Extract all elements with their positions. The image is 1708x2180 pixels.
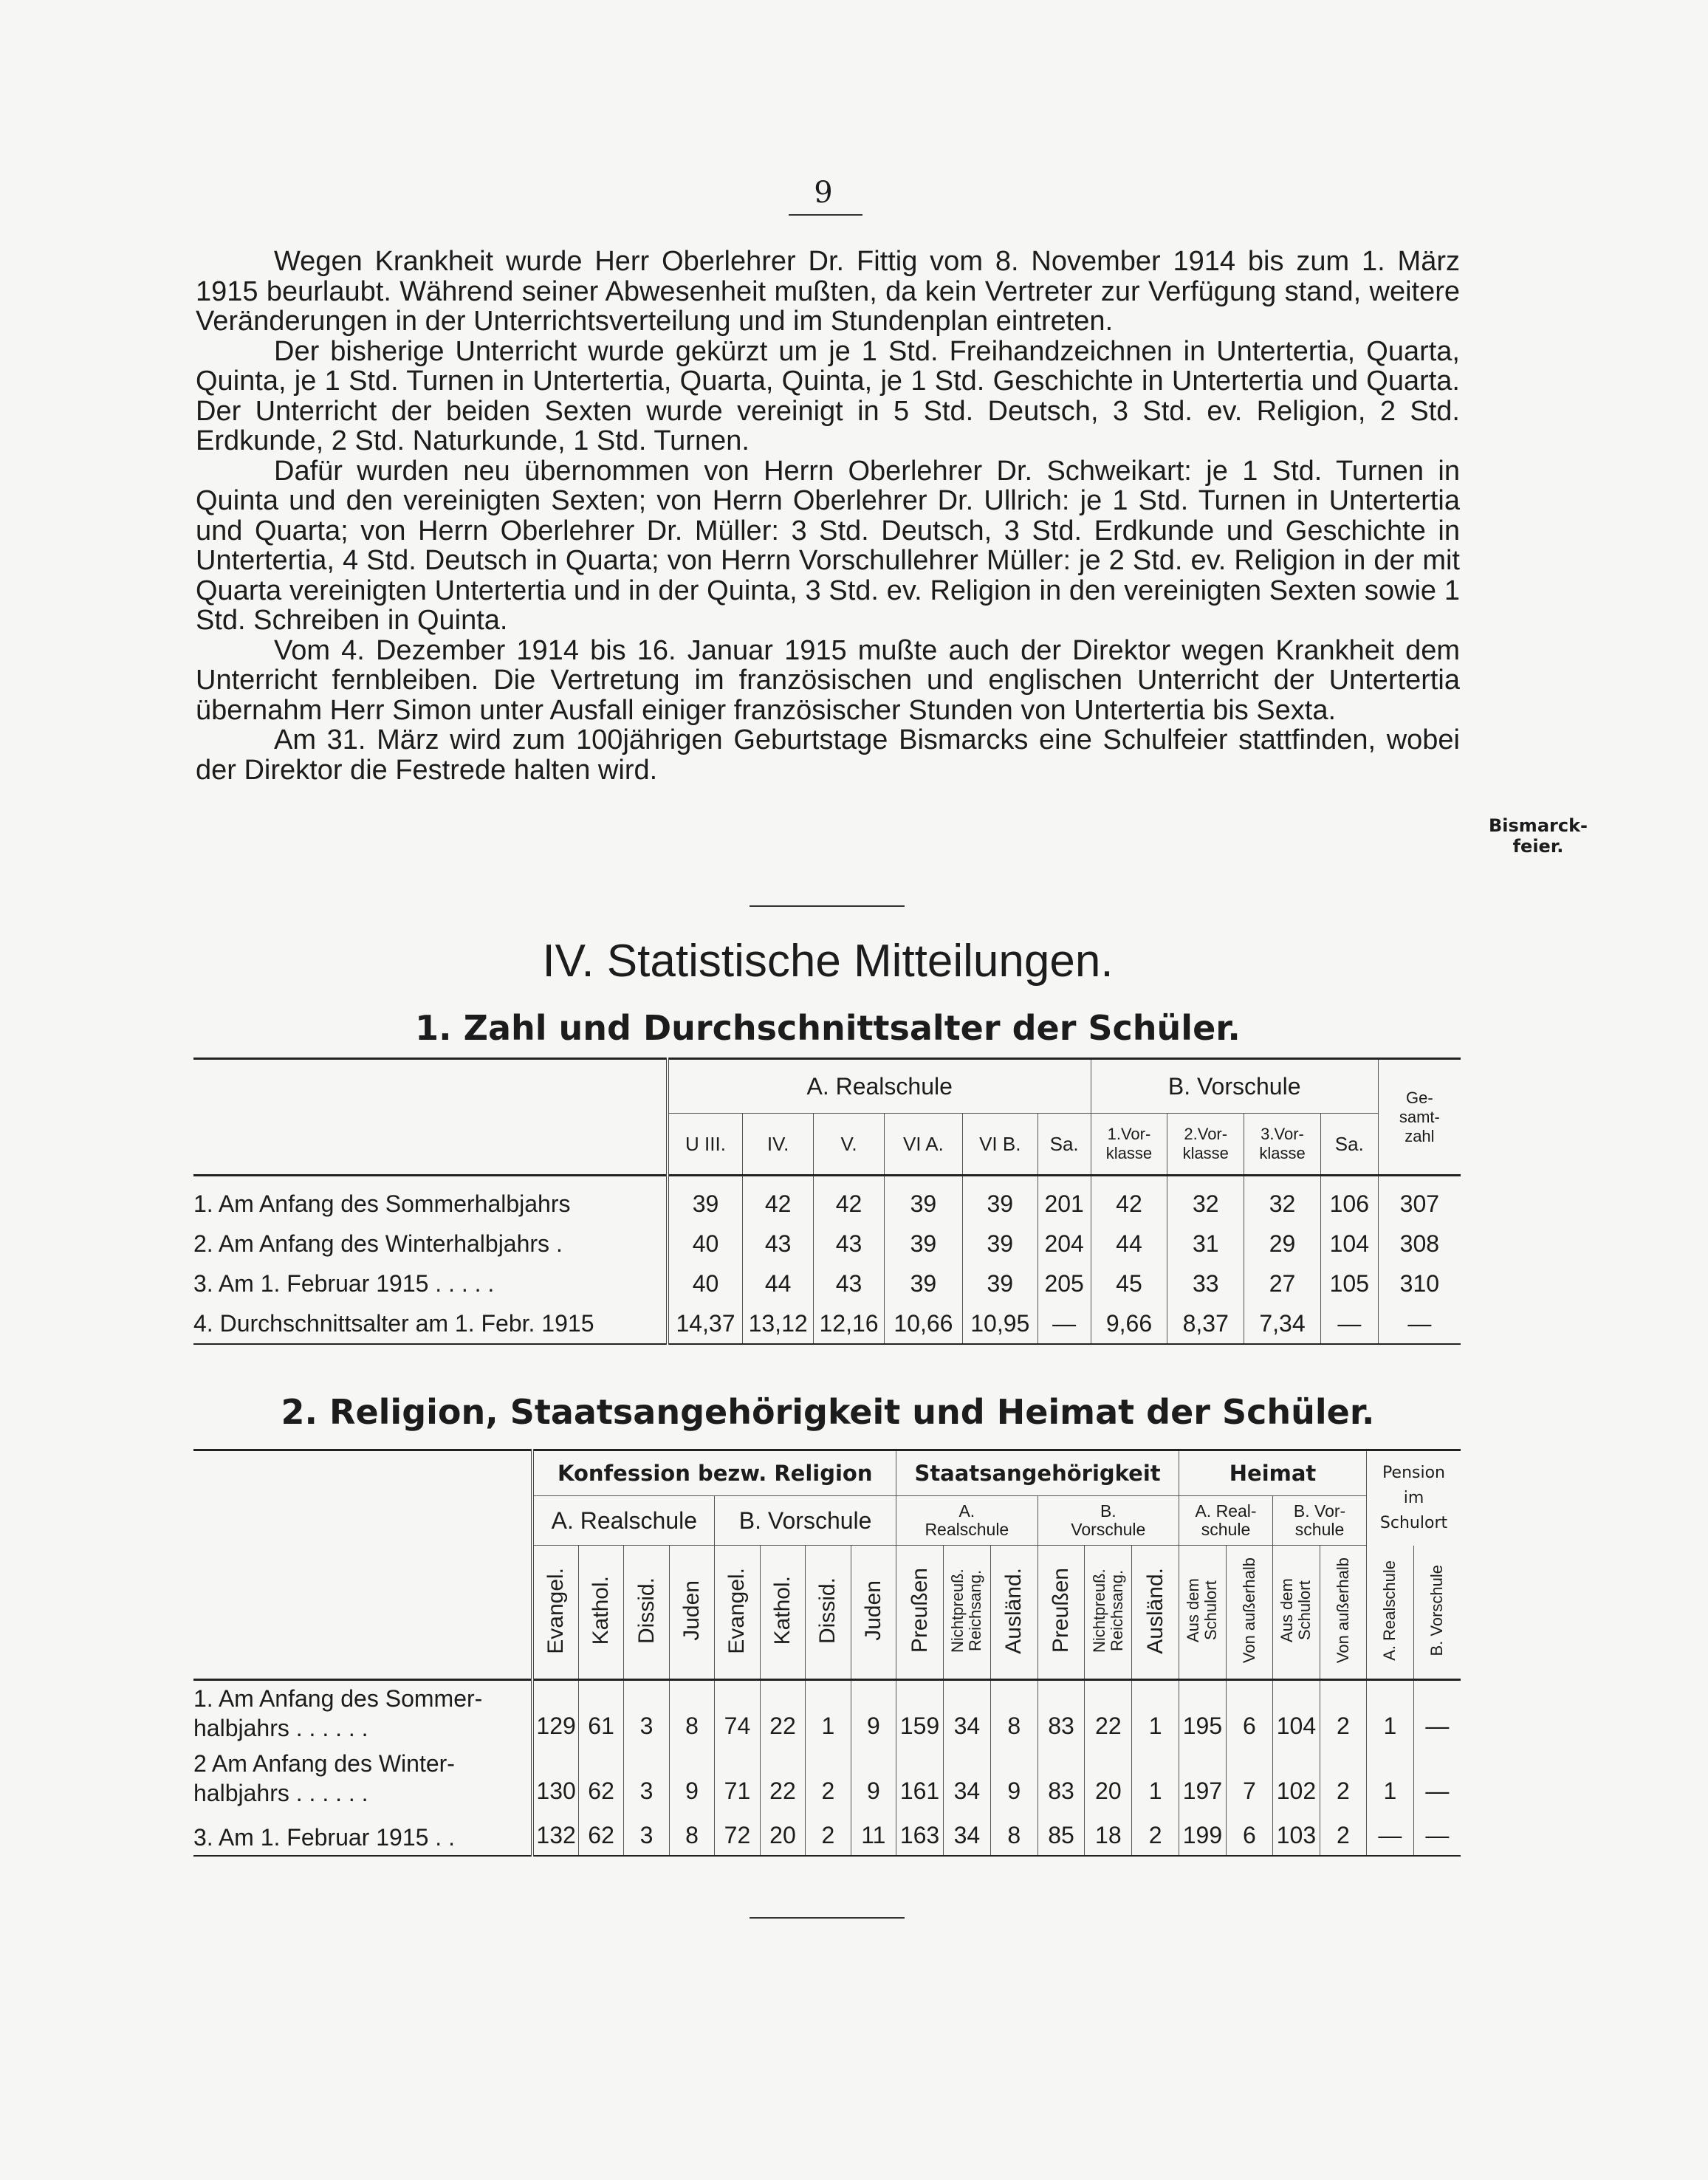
table2-staat-realschule: A. Realschule	[896, 1496, 1038, 1546]
table1-corner	[193, 1059, 668, 1176]
table2-row: 1. Am Anfang des Sommer- halbjahrs . . . . . . 129 61 3 8 74 22 1 9 159 34 8 83 22 1 195 6 104 2 1 —	[193, 1680, 1461, 1747]
table2-col-header: B. Vorschule	[1413, 1546, 1461, 1680]
margin-note-line: feier.	[1512, 836, 1564, 857]
table2-corner	[193, 1450, 532, 1680]
paragraph-sick-leave: Wegen Krankheit wurde Herr Oberlehrer Dr. Fittig vom 8. November 1914 bis zum 1. März 1915 beurlaubt. Während seiner Abwesenheit mußten, da kein Vertreter zur Verfügung stand, weitere Veränderungen in der Unterrichtsverteilung und im Stundenplan eintreten.	[196, 246, 1460, 337]
table1-title: 1. Zahl und Durchschnittsalter der Schüler.	[415, 1008, 1241, 1048]
table2-col-header: A. Realschule	[1367, 1546, 1414, 1680]
table2-col-header: Nichtpreuß. Reichsang.	[943, 1546, 990, 1680]
table1-col-header: 2.Vor- klasse	[1167, 1114, 1244, 1176]
table2-staat-vorschule: B. Vorschule	[1038, 1496, 1179, 1546]
table1-total-header: Ge- samt- zahl	[1378, 1059, 1461, 1176]
table2-col-header: Von außerhalb	[1320, 1546, 1366, 1680]
table1-group-realschule: A. Realschule	[668, 1059, 1091, 1114]
table2-col-header: Aus dem Schulort	[1179, 1546, 1227, 1680]
table2-col-header: Dissid.	[624, 1546, 669, 1680]
table-enrollment	[193, 1058, 1461, 1345]
table2-group-pension: Pension im Schulort	[1367, 1450, 1461, 1546]
table1-row: 3. Am 1. Februar 1915 . . . . . 40 44 43 39 39 205 45 33 27 105 310	[193, 1264, 1461, 1303]
table1-row: 1. Am Anfang des Sommerhalbjahrs 39 42 42 39 39 201 42 32 32 106 307	[193, 1176, 1461, 1224]
table1-col-header: 3.Vor- klasse	[1244, 1114, 1321, 1176]
table2-col-header: Aus dem Schulort	[1273, 1546, 1320, 1680]
table2-col-header: Von außerhalb	[1226, 1546, 1272, 1680]
paragraph-director-absence: Vom 4. Dezember 1914 bis 16. Januar 1915 mußte auch der Direktor wegen Krankheit dem Unterricht fernbleiben. Die Vertretung im französischen und englischen Unterricht der Untertertia übernahm Herr Simon unter Ausfall einiger französischer Stunden von Untertertia bis Sexta.	[196, 634, 1460, 726]
table2-col-header: Preußen	[896, 1546, 944, 1680]
bottom-rule	[750, 1917, 905, 1919]
margin-note-bismarck	[1483, 815, 1594, 857]
table1-row: 4. Durchschnittsalter am 1. Febr. 1915 14,37 13,12 12,16 10,66 10,95 — 9,66 8,37 7,34 — —	[193, 1303, 1461, 1344]
table2-col-header: Nichtpreuß. Reichsang.	[1085, 1546, 1132, 1680]
table1-col-header: Sa.	[1038, 1114, 1091, 1176]
page-number: 9	[814, 176, 833, 210]
table2-col-header: Evangel.	[715, 1546, 761, 1680]
table2-col-header: Kathol.	[760, 1546, 806, 1680]
paragraph-takeover: Dafür wurden neu übernommen von Herrn Oberlehrer Dr. Schweikart: je 1 Std. Turnen in Quinta und den vereinigten Sexten; von Herrn Oberlehrer Dr. Ullrich: je 1 Std. Turnen in Untertertia und Quarta; von Herrn Oberlehrer Dr. Müller: 3 Std. Deutsch, 3 Std. Erdkunde und Geschichte in Untertertia, 4 Std. Deutsch in Quarta; von Herrn Vorschullehrer Müller: je 2 Std. ev. Religion in der mit Quarta vereinigten Untertertia und in der Quinta, 3 Std. ev. Religion in den vereinigten Sexten sowie 1 Std. Schreiben in Quinta.	[196, 455, 1460, 636]
table1-col-header: V.	[814, 1114, 885, 1176]
table2-row: 2 Am Anfang des Winter- halbjahrs . . . . . . 130 62 3 9 71 22 2 9 161 34 9 83 20 1 197 7 102 2 1 —	[193, 1746, 1461, 1811]
margin-note-line: Bismarck-	[1489, 815, 1588, 836]
table2-col-header: Juden	[851, 1546, 896, 1680]
table1-col-header: 1.Vor- klasse	[1091, 1114, 1167, 1176]
table2-heimat-vorschule: B. Vor- schule	[1273, 1496, 1367, 1546]
page-number-rule	[789, 214, 862, 216]
table2-col-header: Preußen	[1038, 1546, 1085, 1680]
table1-col-header: VI A.	[884, 1114, 962, 1176]
table1-row: 2. Am Anfang des Winterhalbjahrs . 40 43 43 39 39 204 44 31 29 104 308	[193, 1224, 1461, 1264]
table2-col-header: Evangel.	[532, 1546, 578, 1680]
table2-group-staat: Staatsangehörigkeit	[896, 1450, 1179, 1496]
table2-col-header: Juden	[669, 1546, 714, 1680]
table2-col-header: Dissid.	[806, 1546, 851, 1680]
table2-title: 2. Religion, Staatsangehörigkeit und Heimat der Schüler.	[281, 1392, 1375, 1432]
section-title: IV. Statistische Mitteilungen.	[542, 936, 1114, 987]
paragraph-bismarck: Am 31. März wird zum 100jährigen Geburtstage Bismarcks eine Schulfeier stattfinden, wobei der Direktor die Festrede halten wird.	[196, 724, 1460, 786]
table2-heimat-realschule: A. Real- schule	[1179, 1496, 1273, 1546]
table2-group-konfession: Konfession bezw. Religion	[532, 1450, 896, 1496]
section-divider	[750, 905, 905, 907]
table1-col-header: Sa.	[1320, 1114, 1378, 1176]
table-religion-citizenship	[193, 1449, 1461, 1857]
table1-col-header: VI B.	[962, 1114, 1038, 1176]
table2-col-header: Ausländ.	[1132, 1546, 1179, 1680]
table1-col-header: IV.	[743, 1114, 814, 1176]
table1-col-header: U III.	[668, 1114, 743, 1176]
table2-col-header: Ausländ.	[990, 1546, 1038, 1680]
table1-group-vorschule: B. Vorschule	[1091, 1059, 1378, 1114]
body-text	[196, 247, 1460, 785]
table2-konf-realschule: A. Realschule	[532, 1496, 714, 1546]
table2-row: 3. Am 1. Februar 1915 . . 132 62 3 8 72 20 2 11 163 34 8 85 18 2 199 6 103 2 — —	[193, 1811, 1461, 1856]
paragraph-reductions: Der bisherige Unterricht wurde gekürzt um je 1 Std. Freihandzeichnen in Untertertia, Quarta, Quinta, je 1 Std. Turnen in Untertertia, Quarta, Quinta, je 1 Std. Geschichte in Untertertia und Quarta. Der Unterricht der beiden Sexten wurde vereinigt in 5 Std. Deutsch, 3 Std. ev. Religion, 2 Std. Erdkunde, 2 Std. Naturkunde, 1 Std. Turnen.	[196, 335, 1460, 456]
table2-col-header: Kathol.	[578, 1546, 624, 1680]
table2-konf-vorschule: B. Vorschule	[715, 1496, 896, 1546]
table2-group-heimat: Heimat	[1179, 1450, 1367, 1496]
